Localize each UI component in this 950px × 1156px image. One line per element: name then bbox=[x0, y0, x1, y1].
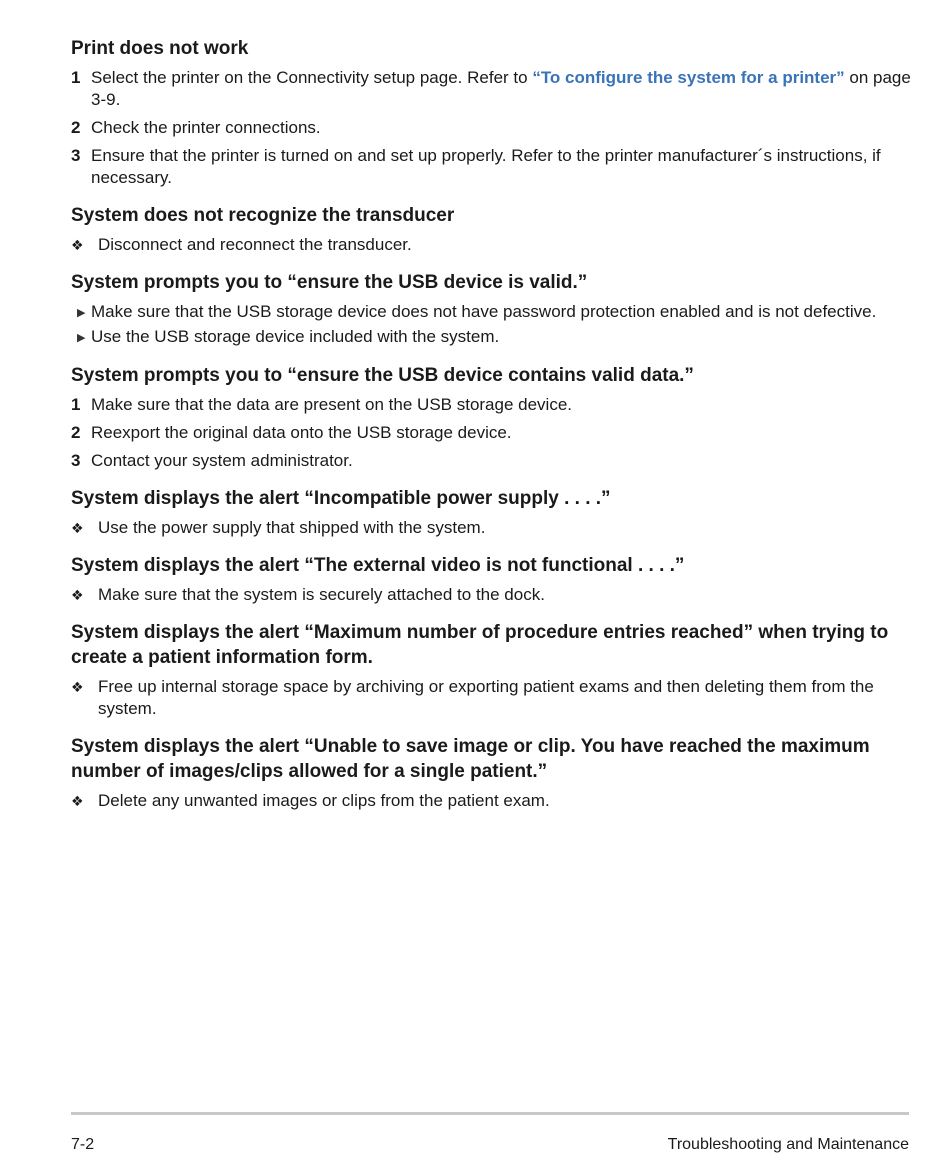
bullet-text: Use the USB storage device included with the system. bbox=[91, 327, 500, 346]
bullet-item bbox=[71, 676, 911, 720]
step-number: 1 bbox=[71, 395, 81, 414]
section-external-video bbox=[71, 553, 911, 606]
bullet-text: Use the power supply that shipped with the system. bbox=[98, 518, 486, 537]
numbered-step bbox=[71, 117, 911, 139]
step-text: Check the printer connections. bbox=[91, 118, 321, 137]
footer-divider bbox=[71, 1112, 909, 1115]
chapter-title: Troubleshooting and Maintenance bbox=[667, 1136, 909, 1153]
diamond-bullet-icon: ❖ bbox=[71, 520, 84, 536]
bullet-item bbox=[71, 234, 911, 256]
step-text-part: Select the printer on the Connectivity setup page. Refer to bbox=[91, 68, 533, 87]
step-number: 2 bbox=[71, 118, 81, 137]
diamond-bullet-icon: ❖ bbox=[71, 793, 84, 809]
step-text: Make sure that the data are present on the USB storage device. bbox=[91, 395, 573, 414]
section-heading: System displays the alert “Unable to save image or clip. You have reached the maximum number of images/clips allowed for a single patient.” bbox=[71, 736, 870, 782]
bullet-text: Disconnect and reconnect the transducer. bbox=[98, 235, 412, 254]
section-procedure-entries bbox=[71, 620, 911, 720]
bullet-text: Make sure that the USB storage device does not have password protection enabled and is not defective. bbox=[91, 302, 877, 321]
step-text bbox=[91, 67, 911, 111]
diamond-bullet-icon: ❖ bbox=[71, 237, 84, 253]
section-heading: System prompts you to “ensure the USB device contains valid data.” bbox=[71, 365, 694, 386]
bullet-item bbox=[71, 790, 911, 812]
step-text: Contact your system administrator. bbox=[91, 451, 353, 470]
section-heading: System displays the alert “Incompatible power supply . . . .” bbox=[71, 488, 611, 509]
bullet-item bbox=[71, 517, 911, 539]
numbered-step bbox=[71, 450, 911, 472]
page-number: 7-2 bbox=[71, 1136, 95, 1153]
step-number: 2 bbox=[71, 423, 81, 442]
bullet-item bbox=[71, 301, 911, 324]
step-text-part: on page 3-9. bbox=[91, 68, 911, 109]
step-text: Reexport the original data onto the USB storage device. bbox=[91, 423, 512, 442]
section-usb-data bbox=[71, 363, 911, 472]
triangle-bullet-icon: ▶ bbox=[77, 307, 86, 319]
numbered-step bbox=[71, 145, 911, 189]
page-content bbox=[71, 36, 911, 826]
section-heading: System prompts you to “ensure the USB device is valid.” bbox=[71, 272, 588, 293]
triangle-bullet-icon: ▶ bbox=[77, 332, 86, 344]
step-text: Ensure that the printer is turned on and set up properly. Refer to the printer manufacturer´s instructions, if necessary. bbox=[91, 146, 881, 187]
step-number: 3 bbox=[71, 146, 81, 165]
bullet-item bbox=[71, 584, 911, 606]
bullet-text: Free up internal storage space by archiving or exporting patient exams and then deleting them from the system. bbox=[98, 677, 874, 718]
bullet-text: Make sure that the system is securely attached to the dock. bbox=[98, 585, 545, 604]
bullet-item bbox=[71, 326, 911, 349]
step-number: 3 bbox=[71, 451, 81, 470]
numbered-step bbox=[71, 67, 911, 111]
numbered-step bbox=[71, 422, 911, 444]
section-transducer bbox=[71, 203, 911, 256]
section-save-image bbox=[71, 734, 911, 812]
numbered-step bbox=[71, 394, 911, 416]
diamond-bullet-icon: ❖ bbox=[71, 587, 84, 603]
section-power-supply bbox=[71, 486, 911, 539]
bullet-text: Delete any unwanted images or clips from the patient exam. bbox=[98, 791, 550, 810]
section-heading: System does not recognize the transducer bbox=[71, 205, 455, 226]
section-print-does-not-work bbox=[71, 36, 911, 189]
diamond-bullet-icon: ❖ bbox=[71, 679, 84, 695]
section-heading: System displays the alert “The external video is not functional . . . .” bbox=[71, 555, 685, 576]
section-heading: Print does not work bbox=[71, 38, 249, 59]
step-number: 1 bbox=[71, 68, 81, 87]
section-usb-valid bbox=[71, 270, 911, 349]
configure-printer-link[interactable]: “To configure the system for a printer” bbox=[532, 68, 845, 87]
section-heading: System displays the alert “Maximum number of procedure entries reached” when trying to create a patient information form. bbox=[71, 622, 889, 668]
